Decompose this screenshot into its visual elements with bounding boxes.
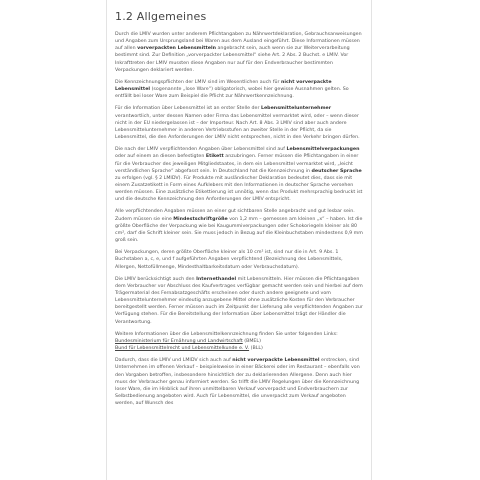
- paragraph-small-packages: Bei Verpackungen, deren größte Oberfläche kleiner als 10 cm² ist, sind nur die in Art. 9 Abs. 1 Buchstaben a, c, e, und f aufgeführten Angaben verpflichtend (Bezeichnung des Lebensmittels, Allergen, Nettofüllmenge, Mindesthaltbarkeitsdatum oder Verbrauchsdatum).: [115, 250, 343, 270]
- paragraph-labeling-language: Die nach der LMIV verpflichtenden Angaben über Lebensmittel sind auf Lebensmittelverpackungen oder auf einem an diesen befestigten Etikett anzubringen. Ferner müssen die Pflichtangaben in einer für die Verbraucher des jeweiligen Mitgliedstaates, in dem ein Lebensmittel vermarktet wird, „leicht verständlichen Sprache“ abgefasst sein. In Deutschland hat die Kennzeichnung in deutscher Sprache zu erfolgen (vgl. § 2 LMIDV). Für Produkte mit ausländischer Deklaration bedeutet dies, dass sie mit einem Zusatzetikett in Form eines Aufklebers mit den Informationen in deutscher Sprache versehen werden müssen. Eine zusätzliche Etikettierung ist unnötig, wenn das Produkt mehrsprachig bedruckt ist und die deutsche Kennzeichnung den Anforderungen der LMIV entspricht.: [115, 147, 363, 203]
- link-item-bll: Bund für Lebensmittelrecht und Lebensmittelkunde e. V. (BLL): [115, 346, 263, 352]
- link-bmel[interactable]: Bundesministerium für Ernährung und Landwirtschaft: [115, 338, 243, 344]
- document-page: [106, 0, 372, 480]
- links-intro: Weitere Informationen über die Lebensmittelkennzeichnung finden Sie unter folgenden Links:: [115, 331, 338, 337]
- paragraph-internet-trade: Die LMIV berücksichtigt auch den Internethandel mit Lebensmitteln. Hier müssen die Pflichtangaben dem Verbraucher vor Abschluss des Kaufvertrages verfügbar gemacht werden sein und hierbei auf dem Trägermaterial des Fernabsatzgeschäfts erscheinen oder durch andere geeignete und vom Lebensmittelunternehmer eindeutig anzugebene Mittel ohne zusätzliche Kosten für den Verbraucher bereitgestellt werden. Ferner müssen auch im Zeitpunkt der Lieferung alle verpflichtenden Angaben zur Verfügung stehen. Für die Bereitstellung der Information über Lebensmittel trägt der Händler die Verantwortung.: [115, 276, 363, 325]
- paragraph-font-size: Alle verpflichtenden Angaben müssen an einer gut sichtbaren Stelle angebracht und gut lesbar sein. Zudem müssen sie eine Mindestschriftgröße von 1,2 mm – gemessen am kleinen „x“ – haben. Ist die größte Oberfläche der Verpackung wie bei Kaugummiverpackungen oder Schokoriegeln kleiner als 80 cm², darf die Schrift kleiner sein. Sie muss jedoch in Bezug auf die Kleinbuchstaben mindestens 0,9 mm groß sein.: [115, 209, 363, 244]
- link-bll[interactable]: Bund für Lebensmittelrecht und Lebensmittelkunde e. V.: [115, 346, 250, 352]
- paragraph-open-sale: Dadurch, dass die LMIV und LMIDV sich auch auf nicht vorverpackte Lebensmittel erstrecken, sind Unternehmen im offenen Verkauf – beispielsweise in einer Bäckerei oder im Restaurant – ebenfalls von den Vorgaben betroffen, insbesondere hinsichtlich der zu deklarierenden Allergene. Denn auch hier muss der Verbraucher genau informiert werden. So trifft die LMIV Regelungen über die Kennzeichnung loser Ware, die im Hinblick auf ihren unmittelbaren Verkauf vorverpackt und Endverbrauchern zur Selbstbedienung angeboten wird. Auch für Lebensmittel, die unverpackt zum Verkauf angeboten werden, auf Wunsch des: [115, 358, 360, 407]
- paragraph-prepackaged: Durch die LMIV wurden unter anderem Pflichtangaben zu Nährwertdeklaration, Gebrauchsanweisungen und Angaben zum Ursprungsland bei Waren aus dem Ausland eingeführt. Diese Informationen müssen auf allen vorverpackten Lebensmitteln angebracht sein, auch wenn sie zur Weiterverarbeitung bestimmt sind. Zur Definition „vorverpackter Lebensmittel“ siehe Art. 2 Abs. 2 Buchst. e LMIV. Vor Inkrafttreten der LMIV mussten diese Angaben nur auf für den Endverbraucher bestimmten Verpackungen deklariert werden.: [115, 32, 362, 73]
- link-item-bmel: Bundesministerium für Ernährung und Landwirtschaft (BMEL): [115, 338, 261, 344]
- paragraph-loose-goods: Die Kennzeichnungspflichten der LMIV sind im Wesentlichen auch für nicht vorverpackte Lebensmittel (sogenannte „lose Ware“) obligatorisch, wobei hier gewisse Ausnahmen gelten. So entfällt bei loser Ware zum Beispiel die Pflicht zur Nährwertkennzeichnung.: [115, 79, 349, 100]
- links-block: [115, 331, 363, 352]
- section-heading: 1.2 Allgemeines: [115, 10, 207, 23]
- paragraph-responsibility: Für die Information über Lebensmittel ist an erster Stelle der Lebensmittelunternehmer verantwortlich, unter dessen Namen oder Firma das Lebensmittel vermarktet wird, oder – wenn dieser nicht in der EU niedergelassen ist – der Importeur. Nach Art. 8 Abs. 3 LMIV sind aber auch andere Lebensmittelunternehmer in anderen Vertriebsstufen an zweiter Stelle in der Pflicht, da sie Lebensmittel, die den Anforderungen der LMIV nicht entsprechen, nicht in den Verkehr bringen dürfen.: [115, 106, 360, 141]
